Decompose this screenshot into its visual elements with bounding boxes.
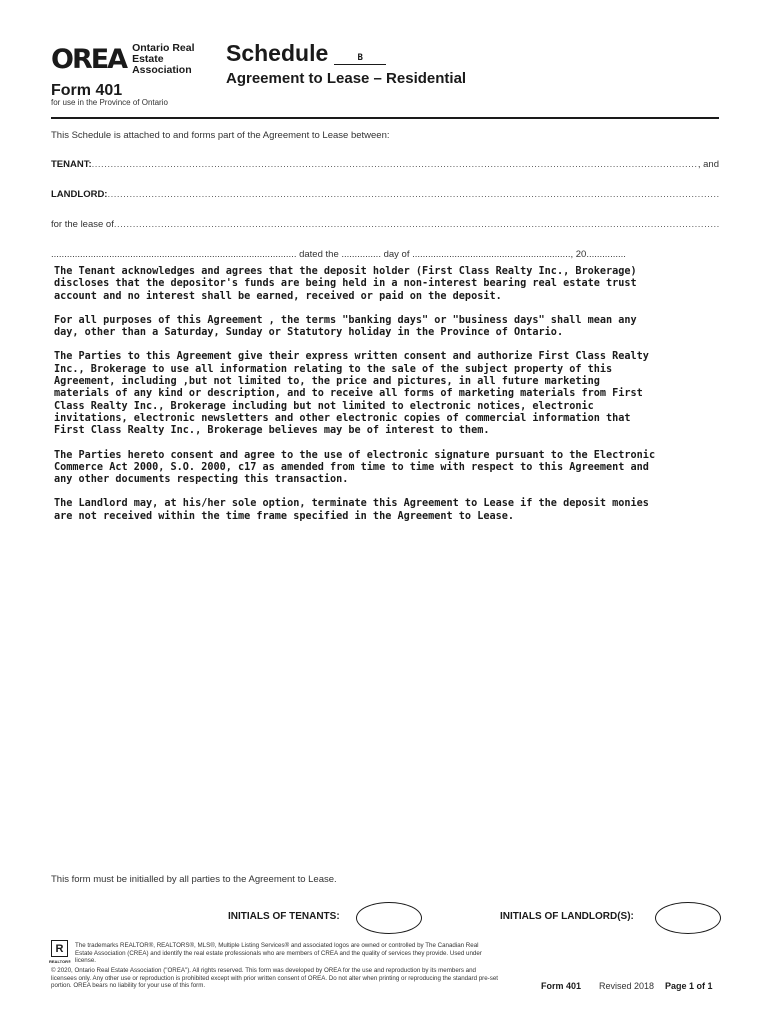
- realtor-caption: REALTOR®: [49, 959, 71, 964]
- schedule-letter-field[interactable]: B: [334, 53, 386, 65]
- header-divider: [51, 117, 719, 119]
- tenant-label: TENANT:: [51, 159, 92, 170]
- orea-logo: [51, 43, 227, 76]
- landlord-initials-field[interactable]: [655, 902, 721, 934]
- lease-property-field[interactable]: [114, 219, 719, 230]
- schedule-heading: [226, 42, 386, 65]
- schedule-clauses: [54, 266, 722, 535]
- intro-text: This Schedule is attached to and forms part of the Agreement to Lease between:: [51, 130, 390, 141]
- province-note: for use in the Province of Ontario: [51, 98, 168, 107]
- clause-deposit: The Tenant acknowledges and agrees that the deposit holder (First Class Realty Inc., Brokerage) discloses that the depositor's funds are being held in a non-interest bearing real estate trust account and no interest shall be earned, received or paid on the deposit.: [54, 266, 637, 302]
- realtor-logo-icon: R: [51, 940, 68, 957]
- tenant-field[interactable]: [92, 159, 698, 170]
- copyright-notice: © 2020, Ontario Real Estate Association ("OREA"). All rights reserved. This form was developed by OREA for the use and reproduction by its members and licensees only. Any other use or reproduction is prohibited except with prior written consent of OREA. Do not alter when printing or reproducing the standard pre-set portion. OREA bears no liability for your use of this form.: [51, 967, 498, 989]
- form-number: Form 401: [51, 82, 123, 99]
- initials-tenants-label: INITIALS OF TENANTS:: [228, 911, 340, 922]
- trademark-notice: The trademarks REALTOR®, REALTORS®, MLS®, Multiple Listing Services® and associated logos are owned or controlled by The Canadian Real Estate Association (CREA) and identify the real estate professionals who are members of CREA and the quality of services they provide. Used under license.: [75, 942, 482, 964]
- clause-electronic-signature: The Parties hereto consent and agree to the use of electronic signature pursuant to the Electronic Commerce Act 2000, S.O. 2000, c17 as amended from time to time with respect to this Agreement and any other documents respecting this transaction.: [54, 449, 656, 486]
- lease-label: for the lease of: [51, 219, 114, 230]
- tenant-suffix: , and: [697, 159, 719, 170]
- date-row[interactable]: ............................................................................................. dated the ............... day of ............................................................, 20...............: [51, 249, 626, 260]
- clause-termination: The Landlord may, at his/her sole option, terminate this Agreement to Lease if the deposit monies are not received within the time frame specified in the Agreement to Lease.: [54, 498, 649, 522]
- footer-form-number: Form 401: [541, 981, 582, 991]
- footer-page-number: Page 1 of 1: [665, 981, 713, 991]
- tenant-row: [51, 159, 719, 170]
- initials-landlords-label: INITIALS OF LANDLORD(S):: [500, 911, 634, 922]
- landlord-field[interactable]: [107, 189, 719, 200]
- schedule-title: Schedule: [226, 40, 329, 66]
- lease-row: [51, 219, 719, 230]
- form-subtitle: Agreement to Lease – Residential: [226, 70, 467, 87]
- clause-marketing-consent: The Parties to this Agreement give their express written consent and authorize First Class Realty Inc., Brokerage to use all information relating to the sale of the subject property of this Agreement, including ,but not limited to, the price and pictures, in all future marketing materials of any kind or description, and to receive all forms of marketing materials from First Class Realty Inc., Brokerage including but not limited to electronic notices, electronic invitations, electronic newsletters and other electronic copies of commercial information that First Class Realty Inc., Brokerage believes may be of interest to them.: [54, 351, 649, 437]
- footer-revised: Revised 2018: [599, 981, 655, 991]
- landlord-label: LANDLORD:: [51, 189, 108, 200]
- initials-note: This form must be initialled by all parties to the Agreement to Lease.: [51, 874, 337, 885]
- orea-logo-text: Ontario Real Estate Association: [132, 42, 195, 76]
- clause-banking-days: For all purposes of this Agreement , the terms "banking days" or "business days" shall mean any day, other than a Saturday, Sunday or Statutory holiday in the Province of Ontario.: [54, 314, 637, 339]
- orea-logo-mark: OREA: [51, 44, 127, 75]
- tenant-initials-field[interactable]: [356, 902, 422, 934]
- landlord-row: [51, 189, 719, 200]
